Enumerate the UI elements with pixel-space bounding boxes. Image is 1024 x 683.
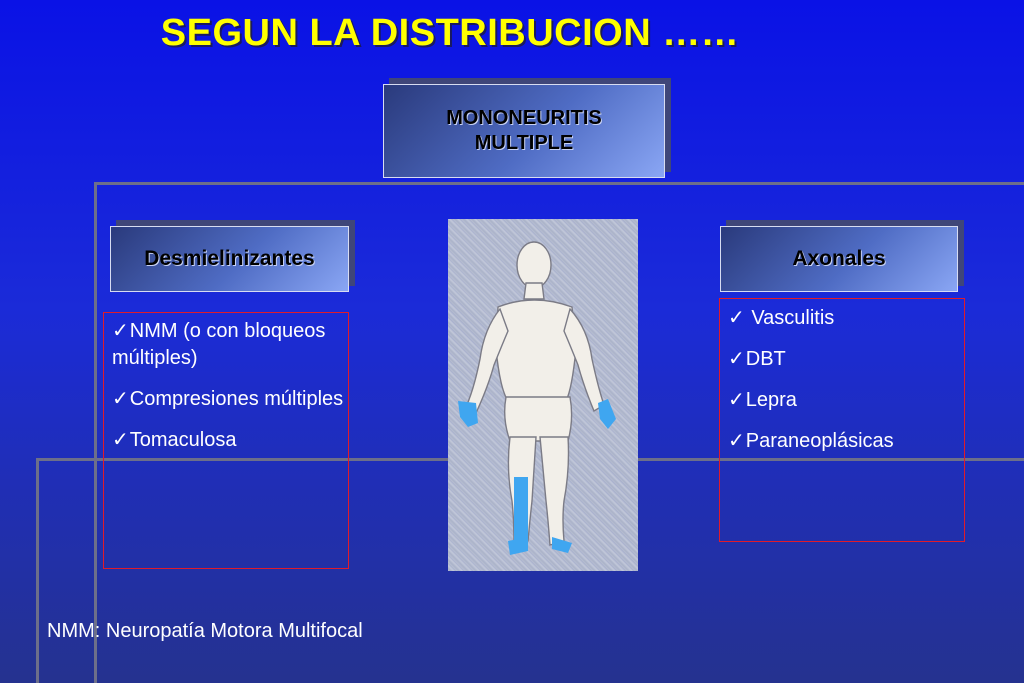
list-item: ✓Paraneoplásicas (728, 430, 894, 452)
check-icon: ✓ (112, 429, 129, 451)
body-figure-image (448, 219, 638, 571)
frame-line-left (94, 182, 97, 683)
check-icon: ✓ (112, 320, 129, 342)
right-heading-box (720, 226, 958, 292)
list-item: ✓NMM (o con bloqueos múltiples) (112, 320, 326, 369)
list-item: ✓Tomaculosa (112, 429, 237, 451)
list-item: ✓Lepra (728, 389, 797, 411)
frame-line-left-lower (36, 458, 39, 683)
main-box (383, 84, 665, 178)
footnote: NMM: Neuropatía Motora Multifocal (47, 620, 363, 642)
list-item: ✓DBT (728, 348, 786, 370)
main-box-line1: MONONEURITIS (446, 107, 602, 129)
check-icon: ✓ (112, 388, 129, 410)
frame-line-top (94, 182, 1024, 185)
check-icon: ✓ (728, 389, 745, 411)
left-heading: Desmielinizantes (144, 247, 315, 270)
list-item: ✓ Vasculitis (728, 307, 835, 329)
check-icon: ✓ (728, 430, 745, 452)
left-list (112, 318, 348, 454)
human-body-illustration (448, 219, 638, 571)
list-item: ✓Compresiones múltiples (112, 388, 344, 410)
left-heading-box (110, 226, 349, 292)
left-list-box (103, 312, 349, 569)
right-heading: Axonales (792, 247, 886, 270)
right-list-box (719, 298, 965, 542)
main-box-line2: MULTIPLE (474, 132, 574, 154)
check-icon: ✓ (728, 307, 745, 329)
slide-title: SEGUN LA DISTRIBUCION …… (160, 12, 740, 54)
right-list (728, 305, 964, 455)
check-icon: ✓ (728, 348, 745, 370)
